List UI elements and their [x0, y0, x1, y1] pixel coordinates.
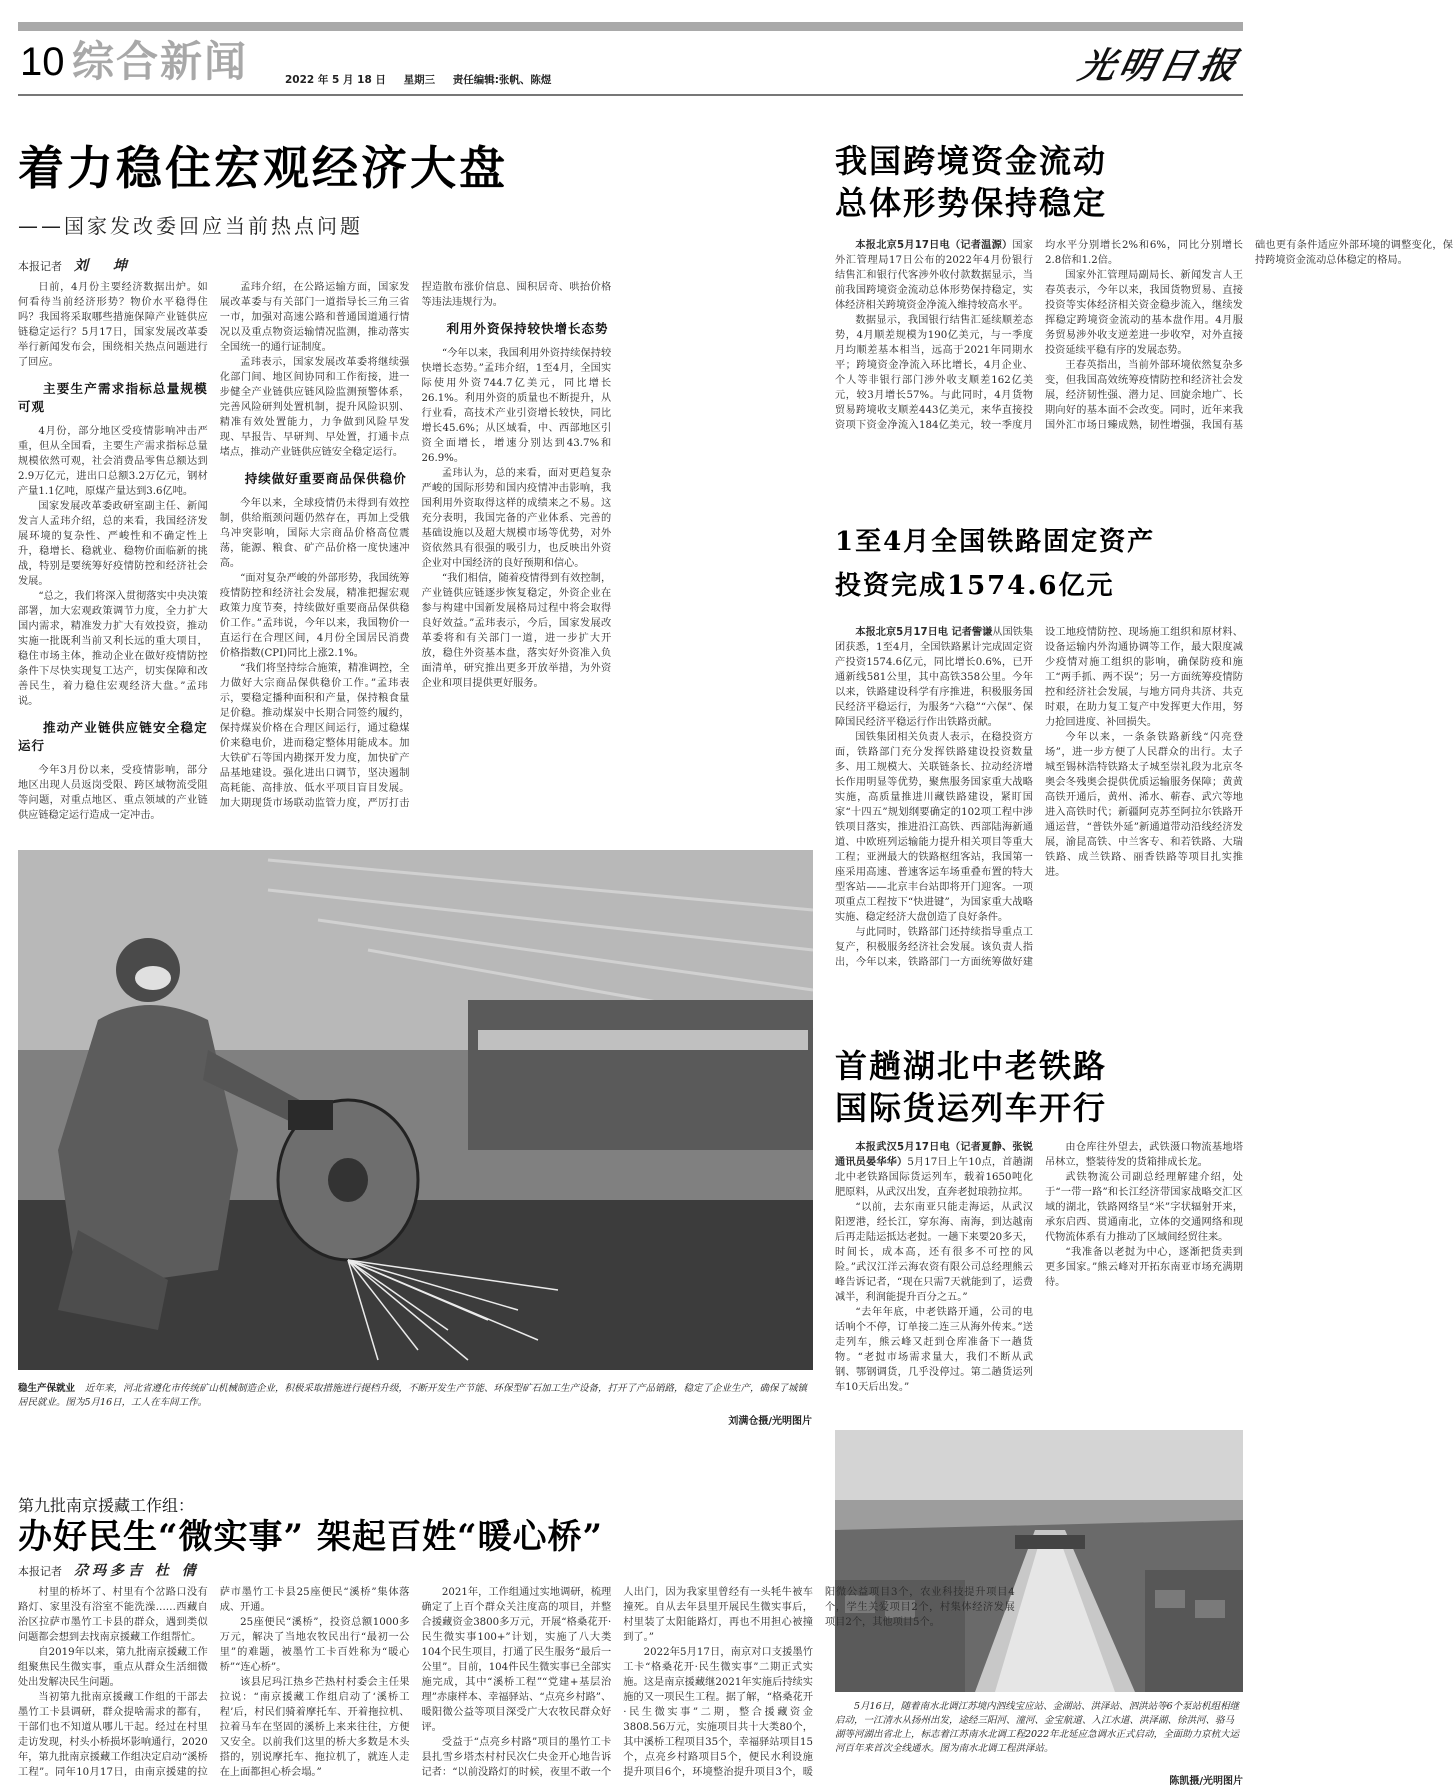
freight-headline-line1: 首趟湖北中老铁路: [835, 1047, 1108, 1085]
paragraph-text: 国家外汇管理局17日公布的2022年4月份银行结售汇和银行代客涉外收付款数据显示，当前我国跨境资金流动总体形势保持稳定，实体经济相关跨境资金净流入维持较高水平。: [835, 240, 1034, 311]
paragraph: 当初第九批南京援藏工作组的干部去墨竹工卡县调研，群众提啥需求的都有，干部们也不知道从哪儿干起。经过在村里走访发现，村头小桥损坏影响通行，2020年，第九批南京援藏工作组决定启动“溪桥工程”。同年10月17日，由南京援建的拉萨市墨竹工卡县25座便民“溪桥”集体落成、开通。: [18, 1587, 410, 1778]
main-headline: 着力稳住宏观经济大盘: [18, 141, 508, 195]
main-byline: [18, 255, 137, 275]
dateline-lead: 本报武汉5月17日电（记者夏静、张锐 通讯员晏华华）: [835, 1142, 1033, 1168]
paragraph: 该县尼玛江热乡芒热村村委会主任果拉说：“南京援藏工作组启动了‘溪桥工程’后，村民们骑着摩托车、开着拖拉机、拉着马车在坚固的溪桥上来来往往，方便又安全。以前我们这里的桥大多数是木头搭的，别说摩托车、拖拉机了，就连人走在上面都担心桥会塌。”: [219, 1677, 410, 1778]
byline-name: 尕玛多吉 杜 倩: [74, 1563, 200, 1579]
paragraph: [835, 625, 1033, 730]
photo-illustration: [18, 850, 813, 1370]
paragraph: “面对复杂严峻的外部形势，我国统筹疫情防控和经济社会发展，精准把握宏观政策力度节奏，持续做好重要商品保供稳价工作。”孟玮说，今年以来，我国物价一直运行在合理区间，4月份全国居民消费价格指数(CPI)同比上涨2.1%。: [219, 573, 410, 659]
paragraph: 孟玮认为，总的来看，面对更趋复杂严峻的国际形势和国内疫情冲击影响，我国利用外资取得这样的成绩来之不易。这充分表明，我国完备的产业体系、完善的基础设施以及超大规模市场等优势，对外资依然具有很强的吸引力，也反映出外资企业对中国经济的良好预期和信心。: [421, 468, 612, 569]
freight-article-body: [835, 1140, 1243, 1395]
paragraph-text: 5月17日上午10点，首趟湖北中老铁路国际货运列车，载着1650吨化肥原料，从武汉出发，直奔老挝琅勃拉邦。: [835, 1157, 1033, 1198]
paragraph: 王春英指出，当前外部环境依然复杂多变，但我国高效统筹疫情防控和经济社会发展，经济韧性强、潜力足、回旋余地广、长期向好的基本面不会改变。同时，近年来我国外汇市场日臻成熟，韧性增强，我国有基础也更有条件适应外部环境的调整变化，保持跨境资金流动总体稳定的格局。: [1045, 240, 1453, 431]
masthead-logo: 光明日报: [1074, 45, 1244, 87]
paragraph: [835, 238, 1033, 313]
section-title: 综合新闻: [72, 37, 249, 86]
paragraph: 今年以来，全球疫情仍未得到有效控制，供给瓶颈问题仍然存在，再加上受俄乌冲突影响，国际大宗商品价格高位震荡，能源、粮食、矿产品价格一度快速冲高。: [219, 498, 410, 569]
railway-headline: [835, 520, 1155, 608]
paragraph: 受益于“点亮乡村路”项目的墨竹工卡县扎雪乡塔杰村村民次仁央金开心地告诉记者：“以前没路灯的时候，夜里不敢一个人出门，因为我家里曾经有一头牦牛被车撞死。自从去年县里开展民生微实事后，村里装了太阳能路灯，再也不用担心被撞到了。”: [421, 1587, 813, 1778]
paragraph: “我准备以老挝为中心，逐渐把货卖到更多国家。”熊云峰对开拓东南亚市场充满期待。: [1045, 1247, 1243, 1288]
capital-headline-line1: 我国跨境资金流动: [835, 142, 1108, 180]
main-photo-worker-grinding: [18, 850, 813, 1370]
canal-illustration: [835, 1430, 1243, 1692]
paragraph: “总之，我们将深入贯彻落实中央决策部署，加大宏观政策调节力度，全力扩大国内需求，精准发力扩大有效投资，推动实施一批既利当前又利长远的重大项目，稳住市场主体，推动企业在做好疫情防控条件下尽快实现复工达产，切实保障和改善民生，着力稳住宏观经济大盘。”孟玮说。: [18, 591, 208, 707]
capital-headline: [835, 140, 1107, 224]
dateline-lead: 本报北京5月17日电 记者訾谦: [855, 627, 993, 638]
section-heading: 利用外资保持较快增长态势: [446, 321, 609, 336]
freight-headline: [835, 1045, 1107, 1129]
editors: 责任编辑:张帆、陈煜: [452, 74, 552, 86]
paragraph: 今年3月份以来，受疫情影响，部分地区出现人员返岗受限、跨区域物流受阻等问题，对重点地区、重点领域的产业链供应链稳定运行造成一定冲击。: [18, 765, 208, 821]
main-article-body: [18, 280, 813, 840]
header-rule: [18, 94, 1243, 96]
byline-label: 本报记者: [18, 1565, 62, 1578]
tibet-kicker: 第九批南京援藏工作组：: [18, 1496, 195, 1515]
section-heading: 推动产业链供应链安全稳定运行: [18, 720, 208, 753]
byline-label: 本报记者: [18, 260, 62, 273]
paragraph: 日前，4月份主要经济数据出炉。如何看待当前经济形势？物价水平稳得住吗？我国将采取哪些措施保障产业链供应链稳定运行？5月17日，国家发展改革委举行新闻发布会，围绕相关热点问题进行了回应。: [18, 282, 208, 368]
paragraph: “今年以来，我国利用外资持续保持较快增长态势。”孟玮介绍，1至4月，全国实际使用外资744.7亿美元，同比增长26.1%。利用外资的质量也不断提升，从行业看，高技术产业引资增长较快，同比增长45.6%；从区域看，中、西部地区引资全面增长，增速分别达到43.7%和26.9%。: [421, 348, 612, 464]
railway-article-body: [835, 625, 1243, 970]
paragraph: [835, 1140, 1033, 1200]
paragraph: 孟玮介绍，在公路运输方面，国家发展改革委与有关部门一道指导长三角三省一市，加强对高速公路和普通国道通行情况以及重点物资运输情况监测，推动落实全国统一的通行证制度。: [219, 282, 410, 353]
paragraph: 村里的桥坏了、村里有个岔路口没有路灯、家里没有浴室不能洗澡……西藏自治区拉萨市墨竹工卡县的群众，遇到类似问题都会想到去找南京援藏工作组帮忙。: [18, 1587, 208, 1643]
section-heading: 主要生产需求指标总量规模可观: [18, 381, 208, 414]
paragraph: 孟玮表示，国家发展改革委将继续强化部门间、地区间协同和工作衔接，进一步健全产业链供应链风险监测预警体系，完善风险研判处置机制，提升风险识别、精准有效处置能力，力争做到风险早发现、早报告、早研判、早处置，打通卡点堵点，推动产业链供应链安全稳定运行。: [219, 357, 410, 458]
paragraph: 与此同时，铁路部门还持续指导重点工复产，积极服务经济社会发展。该负责人指出，今年以来，铁路部门一方面统筹做好建设工地疫情防控、现场施工组织和原材料、设备运输内外沟通协调等工作，最大限度减少疫情对施工组织的影响，确保防疫和施工“两手抓、两不误”；另一方面统筹疫情防控和经济社会发展，与地方同舟共济、共克时艰，在助力复工复产中发挥更大作用，努力抢回进度、补回损失。: [835, 627, 1243, 968]
freight-headline-line2: 国际货运列车开行: [835, 1089, 1108, 1127]
paragraph: “以前，去东南亚只能走海运，从武汉阳逻港，经长江，穿东海、南海，到达越南后再走陆运抵达老挝。一趟下来要20多天，时间长，成本高，还有很多不可控的风险。”武汉江洋云海农资有限公司总经理熊云峰告诉记者，“现在只需7天就能到了，运费减半，利润能提升百分之五。”: [835, 1202, 1033, 1303]
canal-photo-caption: 5月16日，随着南水北调江苏境内泗线宝应站、金湖站、洪泽站、泗洪站等6个泵站机组相继启动，一江清水从扬州出发，途经三阳河、潼河、金宝航道、入江水道、洪泽湖、徐洪河、骆马湖等河湖出省北上，标志着江苏南水北调工程2022年北延应急调水正式启动，全面助力京杭大运河百年来首次全线通水。图为南水北调工程洪泽站。: [835, 1701, 1240, 1754]
issue-date: 2022 年 5 月 18 日: [285, 74, 386, 86]
main-subheadline: ——国家发改委回应当前热点问题: [18, 214, 363, 238]
dateline-lead: 本报北京5月17日电（记者温源）: [855, 240, 1013, 251]
paragraph: “我们将坚持综合施策，精准调控，全力做好大宗商品保供稳价工作。”孟玮表示，要稳定播种面积和产量，保持粮食量足价稳。推动煤炭中长期合同签约履约，保持煤炭价格在合理区间运行，通过稳煤价来稳电价，进而稳定整体用能成本。加大铁矿石等国内勘探开发力度，加快矿产品基地建设。强化进出口调节，坚决遏制高耗能、高排放、低水平项目盲目发展。加大期现货市场联动监管力度，严厉打击捏造散布涨价信息、囤积居奇、哄抬价格等违法违规行为。: [219, 282, 612, 809]
main-photo-caption: [18, 1382, 813, 1410]
paragraph: 国家外汇管理局副局长、新闻发言人王春英表示，今年以来，我国货物贸易、直接投资等实体经济相关资金稳步流入，继续发挥稳定跨境资金流动的基本盘作用。4月服务贸易涉外收支逆差进一步收窄，对外直接投资延续平稳有序的发展态势。: [1045, 270, 1243, 356]
railway-headline-line2: 投资完成1574.6亿元: [835, 571, 1115, 601]
paragraph-text: 从国铁集团获悉，1至4月，全国铁路累计完成固定资产投资1574.6亿元，同比增长0.6%，已开通新线581公里，其中高铁358公里。今年以来，铁路建设科学有序推进，积极服务国民经济平稳运行，为服务“六稳”“六保”、保障国民经济平稳运行作出铁路贡献。: [835, 627, 1034, 728]
dateline: [285, 72, 565, 87]
paragraph: 国家发展改革委政研室副主任、新闻发言人孟玮介绍，总的来看，我国经济发展环境的复杂性、严峻性和不确定性上升，稳增长、稳就业、稳物价面临新的挑战，特别是要统筹好疫情防控和经济社会发展。: [18, 501, 208, 587]
paragraph: “去年年底，中老铁路开通，公司的电话响个不停，订单接二连三从海外传来。”送走列车，熊云峰又赶到仓库准备下一趟货物。“老挝市场需求量大，我们不断从武钢、鄂钢调货，几乎没停过。第二趟货运列车10天后出发。”: [835, 1307, 1033, 1393]
paragraph: “我们相信，随着疫情得到有效控制，产业链供应链逐步恢复稳定，外资企业在参与构建中国新发展格局过程中将会取得良好效益。”孟玮表示，今后，国家发展改革委将和有关部门一道，进一步扩大开放，稳住外资基本盘，落实好外资准入负面清单，研究推出更多开放举措，为外资企业和项目提供更好服务。: [421, 573, 612, 689]
canal-photo-pumping-station: [835, 1430, 1243, 1692]
paragraph: 国铁集团相关负责人表示，在稳投资方面，铁路部门充分发挥铁路建设投资数量多、用工规模大、关联链条长、拉动经济增长作用明显等优势，聚焦服务国家重大战略实施，高质量推进川藏铁路建设，紧盯国家“十四五”规划纲要确定的102项工程中涉铁项目落实，推进沿江高铁、西部陆海新通道、中欧班列运输能力提升相关项目等重大工程；亚洲最大的铁路枢纽客站，我国第一座采用高速、普速客运车场重叠布置的特大型客站——北京丰台站即将开门迎客。一项项重点工程按下“快进键”，为国家重大战略实施、稳定经济大盘创造了良好条件。: [835, 732, 1033, 923]
byline-name: 刘 坤: [74, 258, 137, 274]
capital-article-body: [835, 238, 1453, 448]
paragraph: 2021年，工作组通过实地调研，梳理确定了上百个群众关注度高的项目，并整合援藏资金3800多万元，开展“格桑花开·民生微实事100+”计划，实施了八大类104个民生项目，打通了民生服务“最后一公里”。目前，104件民生微实事已全部实施完成，其中“溪桥工程”“党建+基层治理”赤康样本、幸福驿站、“点亮乡村路”、暖阳微公益等项目深受广大农牧民群众好评。: [421, 1587, 612, 1733]
main-photo-credit: 刘满仓摄/光明图片: [728, 1416, 812, 1427]
page-number: 10: [20, 40, 65, 84]
paragraph: 自2019年以来，第九批南京援藏工作组聚焦民生微实事，重点从群众生活细微处出发解决民生问题。: [18, 1647, 208, 1688]
capital-headline-line2: 总体形势保持稳定: [835, 184, 1108, 222]
railway-headline-line1: 1至4月全国铁路固定资产: [835, 527, 1156, 557]
tibet-article-body: [18, 1585, 1015, 1785]
paragraph: 武铁物流公司副总经理解建介绍，处于“一带一路”和长江经济带国家战略交汇区域的湖北，铁路网络呈“米”字状辐射开来，承东启西、贯通南北，立体的交通网络和现代物流体系有力推动了区域间经贸往来。: [1045, 1172, 1243, 1243]
paragraph: 数据显示，我国银行结售汇延续顺差态势，4月顺差规模为190亿美元，与一季度月均顺差基本相当，远高于2021年同期水平；跨境资金净流入环比增长，4月企业、个人等非银行部门涉外收支顺差162亿美元，较3月增长57%。与此同时，4月货物贸易跨境收支顺差443亿美元，来华直接投资项下资金净流入184亿美元，较一季度月均水平分别增长2%和6%，同比分别增长2.8倍和1.2倍。: [835, 240, 1243, 431]
caption-title: 稳生产保就业: [18, 1383, 76, 1394]
header-bar: [18, 22, 1243, 31]
tibet-byline: [18, 1560, 200, 1580]
paragraph: 今年以来，一条条铁路新线“闪亮登场”，进一步方便了人民群众的出行。太子城至锡林浩特铁路太子城至崇礼段为北京冬奥会冬残奥会提供优质运输服务保障；黄黄高铁开通后，黄州、浠水、蕲春、武穴等地进入高铁时代；新疆阿克苏至阿拉尔铁路开通运营，“普铁外延”新通道带动沿线经济发展，渝昆高铁、中兰客专、和若铁路、大瑞铁路、成兰铁路、丽香铁路等项目扎实推进。: [1045, 732, 1243, 878]
canal-photo-credit: 陈凯摄/光明图片: [1169, 1776, 1243, 1787]
issue-weekday: 星期三: [403, 74, 436, 86]
paragraph: 25座便民“溪桥”，投资总额1000多万元，解决了当地农牧民出行“最初一公里”的难题，被墨竹工卡百姓称为“暖心桥”“连心桥”。: [219, 1617, 410, 1673]
section-heading: 持续做好重要商品保供稳价: [244, 471, 407, 486]
paragraph: 2022年5月17日，南京对口支援墨竹工卡“格桑花开·民生微实事”二期正式实施。这是南京援藏继2021年实施后持续实施的又一项民生工程。据了解，“格桑花开·民生微实事”二期，整合援藏资金3808.56万元，实施项目共十大类80个，其中溪桥工程项目35个，幸福驿站项目15个，点亮乡村路项目5个，便民水利设施提升项目6个，环境整治提升项目3个，暖阳微公益项目3个，农业科技提升项目4个，学生关爱项目2个，村集体经济发展项目2个，其他项目5个。: [623, 1587, 1015, 1778]
caption-text: 近年来，河北省遵化市传统矿山机械制造企业，积极采取措施进行提档升级，不断开发生产节能、环保型矿石加工生产设备，打开了产品销路，稳定了企业生产，确保了城镇居民就业。图为5月16日，工人在车间工作。: [18, 1383, 808, 1408]
tibet-headline: 办好民生“微实事” 架起百姓“暖心桥”: [18, 1517, 604, 1557]
paragraph: 由仓库往外望去，武铁滠口物流基地塔吊林立，整装待发的货箱排成长龙。: [1045, 1142, 1243, 1168]
paragraph: 4月份，部分地区受疫情影响冲击严重，但从全国看，主要生产需求指标总量规模依然可观，社会消费品零售总额达到2.9万亿元，进出口总额3.2万亿元，钢材产量1.1亿吨，原煤产量达到3.6亿吨。: [18, 426, 208, 497]
